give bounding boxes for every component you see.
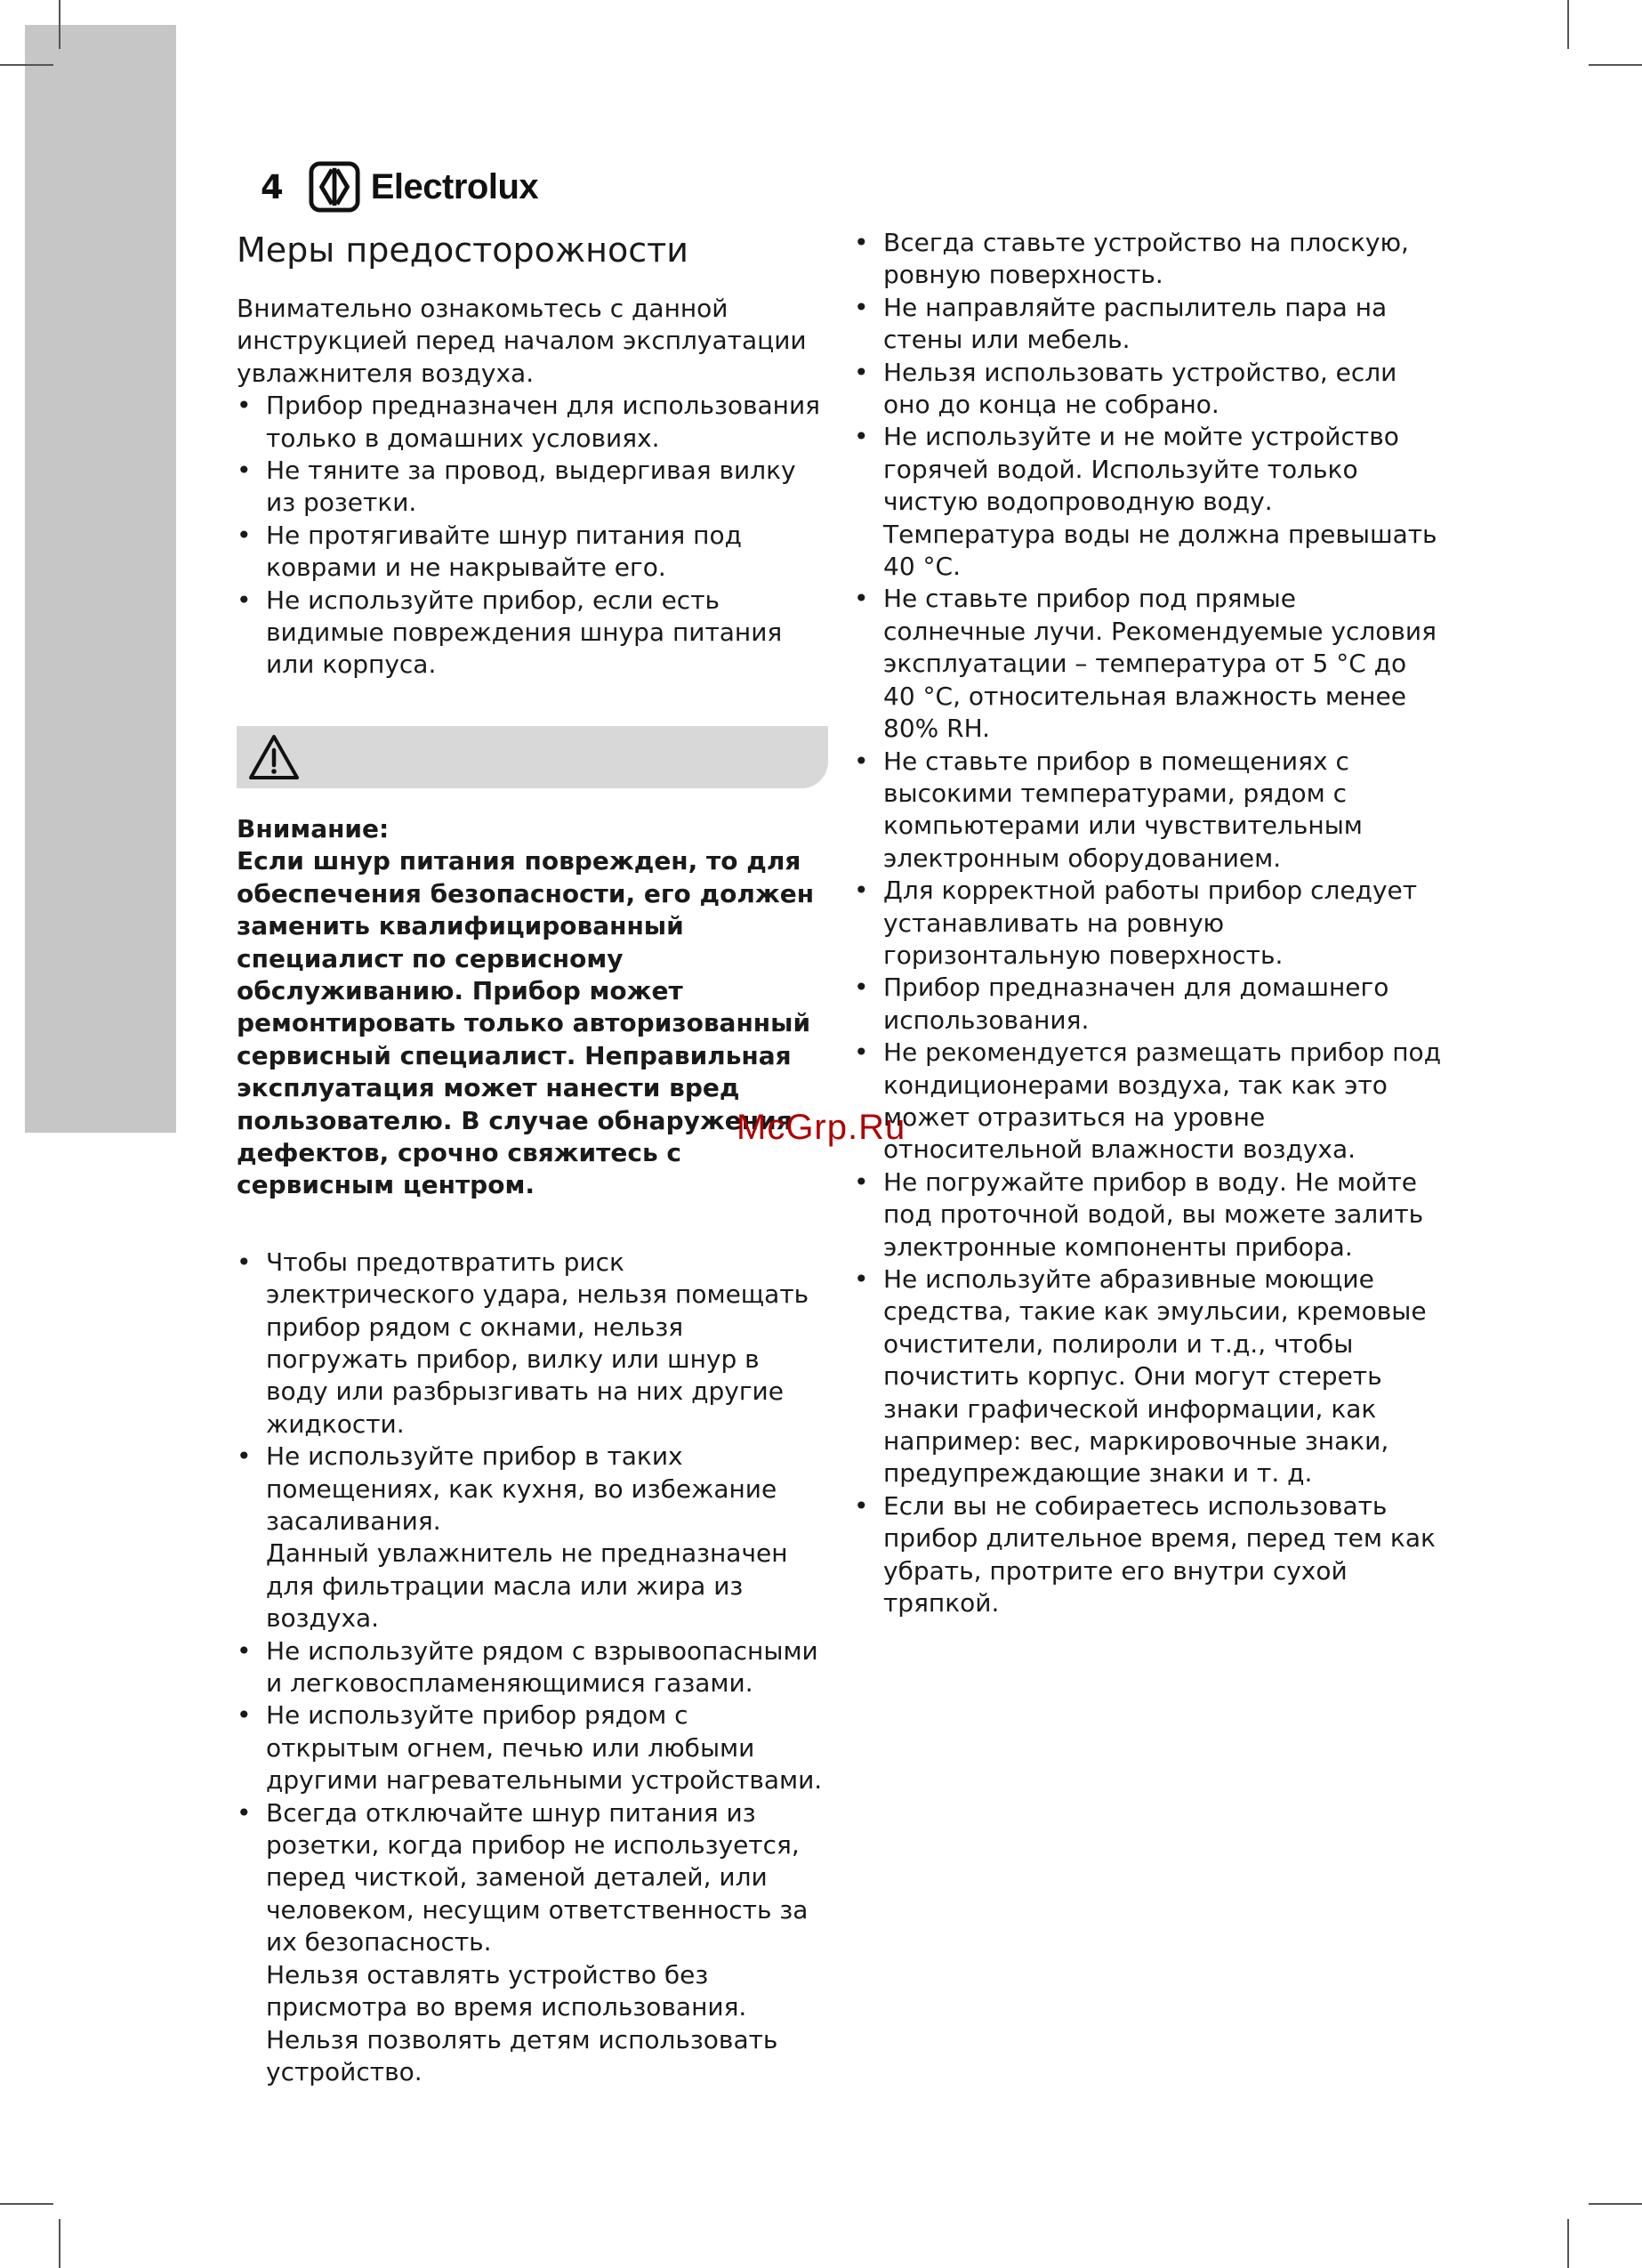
list-item	[237, 1797, 828, 2089]
list-item: • Не рекомендуется размещать прибор под кондиционерами воздуха, так как это может отразиться на уровне относительной влажности воздуха.	[854, 1037, 1445, 1166]
list-item	[237, 1635, 828, 1700]
crop-mark	[0, 64, 53, 66]
warning-triangle-icon	[247, 733, 301, 781]
crop-mark	[1567, 2219, 1569, 2268]
list-item: • Не направляйте распылитель пара на стены или мебель.	[854, 292, 1445, 357]
intro-paragraph: Внимательно ознакомьтесь с данной инструкцией перед началом эксплуатации увлажнителя воздуха.	[237, 294, 807, 388]
crop-mark	[0, 2203, 53, 2205]
precautions-list-c	[854, 227, 1445, 1619]
crop-mark	[1589, 2203, 1642, 2205]
list-item: • Прибор предназначен для домашнего использования.	[854, 972, 1445, 1037]
list-item: • Прибор предназначен для использования только в домашних условиях.	[237, 390, 828, 455]
list-item-extra: Нельзя оставлять устройство без присмотра во время использования. Нельзя позволять детям использовать устройство.	[266, 1959, 778, 2086]
crop-mark	[59, 0, 60, 49]
list-item: • Не используйте абразивные моющие средства, такие как эмульсии, кремовые очистители, полироли и т.д., чтобы почистить корпус. Они могут стереть знаки графической информации, как например: вес, маркировочные знаки, предупреждающие знаки и т. д.	[854, 1263, 1445, 1490]
warning-heading: Внимание:	[237, 813, 390, 843]
list-item	[237, 1441, 828, 1634]
precautions-list-a	[237, 390, 828, 682]
crop-mark	[1589, 64, 1642, 66]
list-item: • Не используйте прибор, если есть видимые повреждения шнура питания или корпуса.	[237, 585, 828, 682]
warning-text: Если шнур питания поврежден, то для обеспечения безопасности, его должен заменить квалифицированный специалист по сервисному обслуживанию. Прибор может ремонтировать только авторизованный сервисный специалист. Неправильная эксплуатация может нанести вред пользователю. В случае обнаружения дефектов, срочно свяжитесь с сервисным центром.	[237, 846, 815, 1200]
right-column	[854, 227, 1445, 1619]
list-item-text: Всегда отключайте шнур питания из розетки, когда прибор не используется, перед чисткой, заменой деталей, или человеком, несущим ответственность за их безопасность.	[266, 1797, 809, 1957]
watermark: McGrp.Ru	[736, 1108, 906, 1147]
list-item-text: Не используйте рядом с взрывоопасными и легковоспламеняющимися газами.	[266, 1635, 818, 1699]
list-item-text: Не используйте прибор рядом с открытым огнем, печью или любыми другими нагревательными устройствами.	[266, 1700, 823, 1796]
page-header	[261, 158, 538, 215]
list-item	[237, 1247, 828, 1441]
list-item: • Не используйте и не мойте устройство горячей водой. Используйте только чистую водопроводную воду. Температура воды не должна превышать 40 °C.	[854, 421, 1445, 583]
warning-banner	[237, 726, 828, 788]
brand-name: Electrolux	[370, 166, 539, 206]
list-item: • Если вы не собираетесь использовать прибор длительное время, перед тем как убрать, протрите его внутри сухой тряпкой.	[854, 1490, 1445, 1620]
list-item: • Для корректной работы прибор следует устанавливать на ровную горизонтальную поверхность.	[854, 875, 1445, 972]
list-item: • Не протягивайте шнур питания под коврами и не накрывайте его.	[237, 520, 828, 585]
list-item: • Нельзя использовать устройство, если оно до конца не собрано.	[854, 357, 1445, 422]
list-item: • Не погружайте прибор в воду. Не мойте под проточной водой, вы можете залить электронные компоненты прибора.	[854, 1166, 1445, 1263]
list-item: • Не ставьте прибор под прямые солнечные лучи. Рекомендуемые условия эксплуатации – температура от 5 °C до 40 °C, относительная влажность менее 80% RH.	[854, 583, 1445, 745]
electrolux-logo-icon	[309, 161, 360, 213]
left-column	[237, 227, 828, 2088]
page-number: 4	[261, 167, 284, 206]
precautions-list-b	[237, 1247, 828, 2089]
list-item: • Всегда ставьте устройство на плоскую, ровную поверхность.	[854, 227, 1445, 292]
list-item-text: Не используйте прибор в таких помещениях, как кухня, во избежание засаливания.	[266, 1441, 777, 1536]
list-item-text: Чтобы предотвратить риск электрического удара, нельзя помещать прибор рядом с окнами, нельзя погружать прибор, вилку или шнур в воду или разбрызгивать на них другие жидкости.	[266, 1247, 809, 1439]
list-item: • Не ставьте прибор в помещениях с высокими температурами, рядом с компьютерами или чувствительным электронным оборудованием.	[854, 746, 1445, 876]
section-title: Меры предосторожности	[237, 230, 688, 270]
list-item-extra: Данный увлажнитель не предназначен для фильтрации масла или жира из воздуха.	[266, 1538, 788, 1634]
crop-mark	[59, 2219, 60, 2268]
crop-mark	[1567, 0, 1569, 49]
list-item	[237, 1699, 828, 1796]
list-item: • Не тяните за провод, выдергивая вилку из розетки.	[237, 455, 828, 520]
gray-side-tab	[25, 25, 176, 1133]
